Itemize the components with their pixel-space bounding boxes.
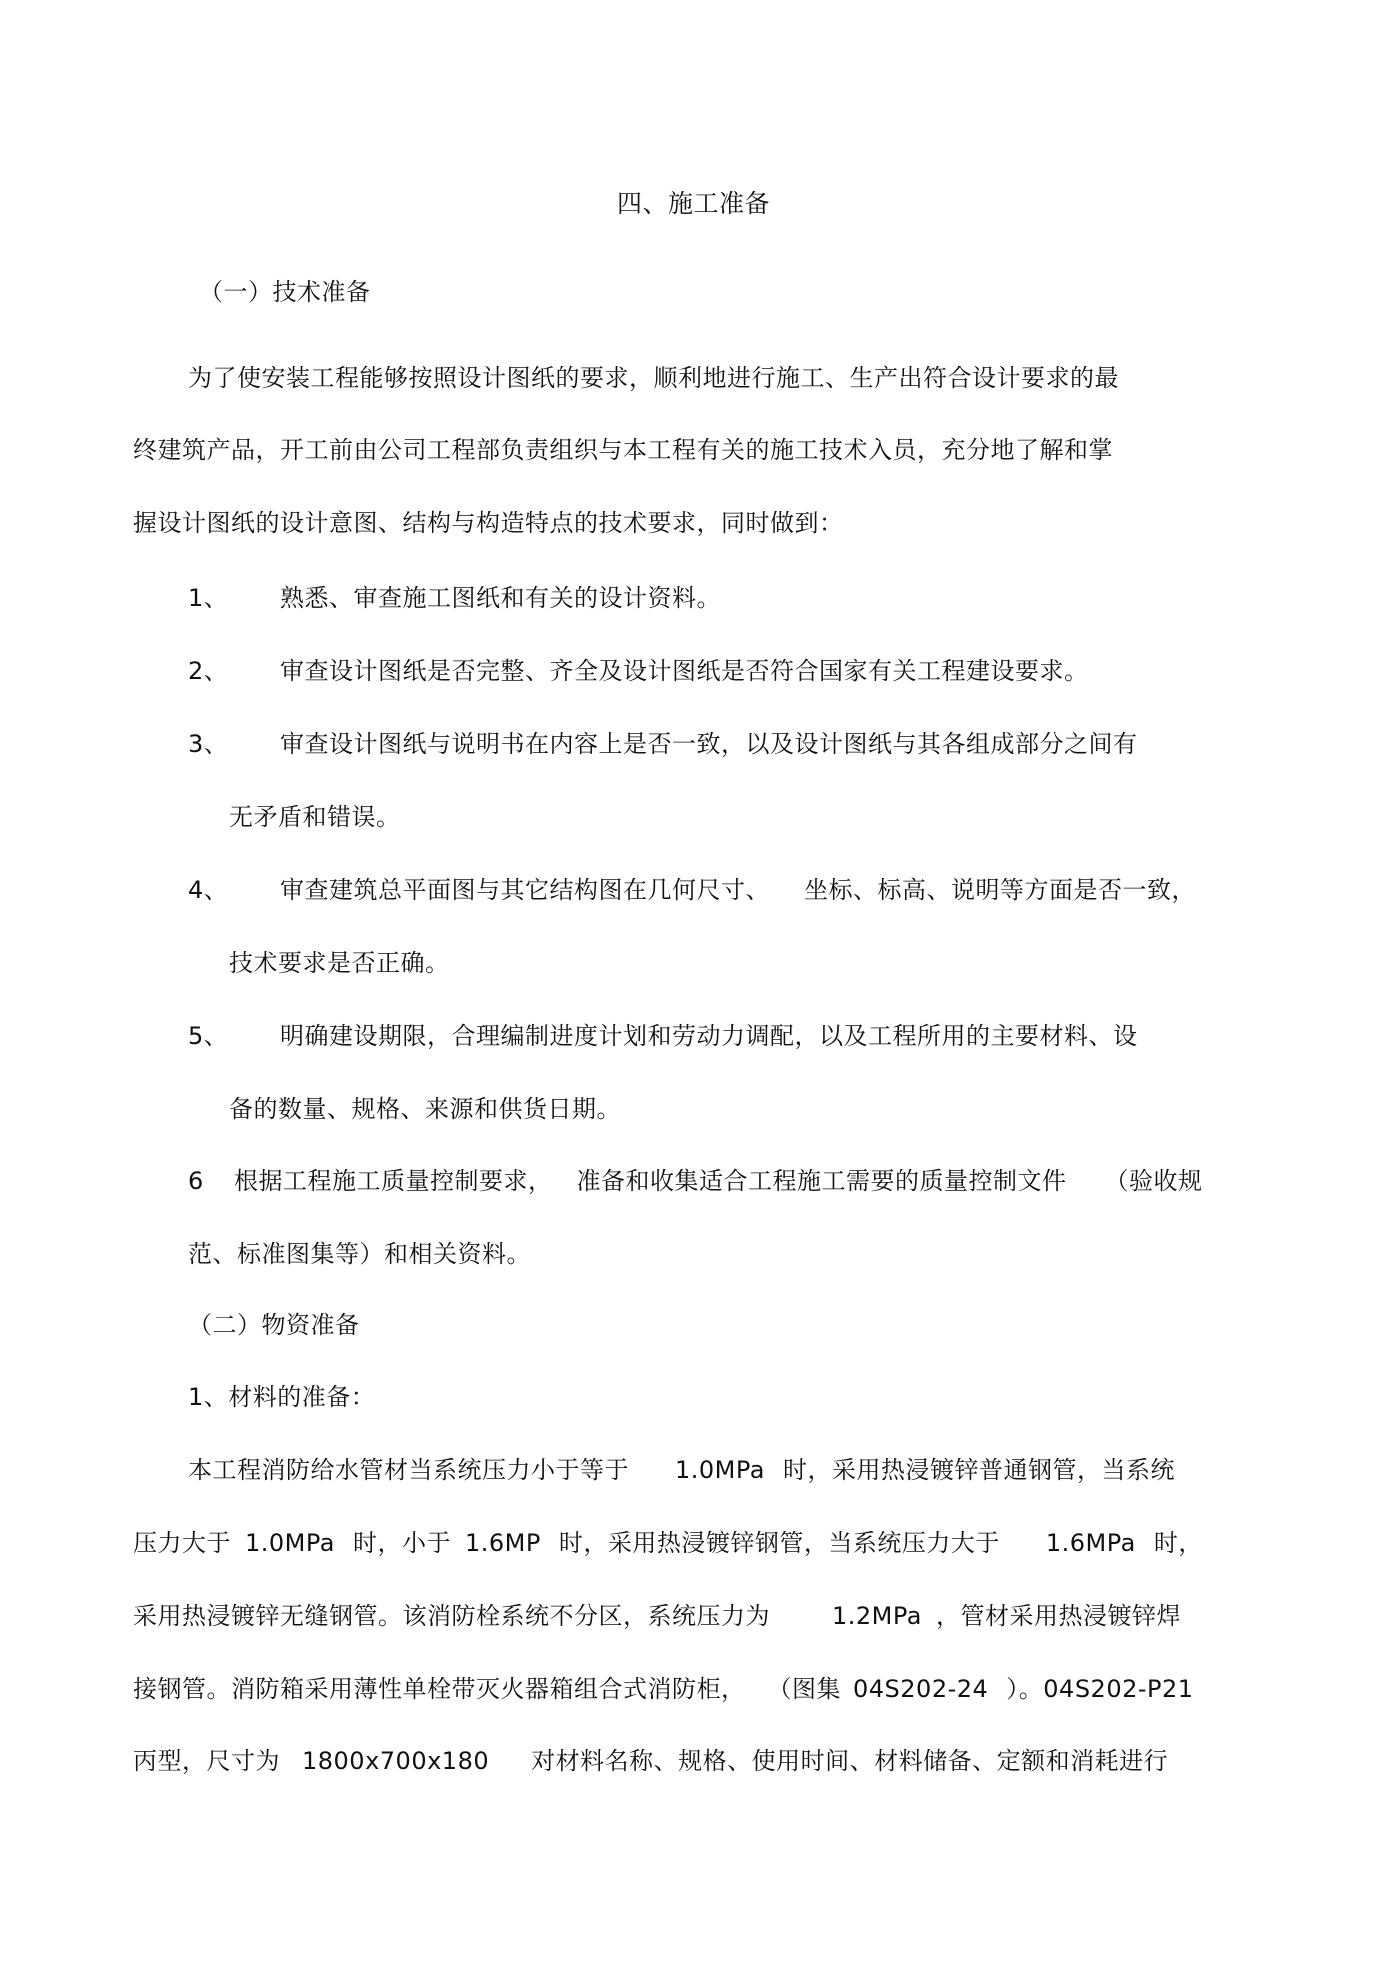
- list-item: [188, 583, 721, 613]
- materials-line-4: [133, 1674, 1194, 1704]
- materials-heading: 1、材料的准备：: [188, 1383, 376, 1411]
- materials-line-3: [133, 1601, 1181, 1631]
- list-item: [188, 1021, 1138, 1051]
- subsection-heading-technical: （一）技术准备: [199, 278, 371, 306]
- list-item-text: 熟悉、审查施工图纸和有关的设计资料。: [280, 584, 721, 612]
- list-item-number: 3、: [188, 730, 229, 758]
- list-item-text: 根据工程施工质量控制要求，: [234, 1167, 553, 1195]
- text-span: 时，: [1153, 1529, 1203, 1557]
- list-item-text: （验收规: [1104, 1167, 1203, 1195]
- list-item-continuation: 技术要求是否正确。: [229, 949, 450, 977]
- text-span: 时，采用热浸镀锌普通钢管，当系统: [782, 1456, 1175, 1484]
- list-item-text: 审查设计图纸与说明书在内容上是否一致，以及设计图纸与其各组成部分之间有: [280, 730, 1138, 758]
- text-span: 对材料名称、规格、使用时间、材料储备、定额和消耗进行: [531, 1747, 1169, 1775]
- list-item-continuation: 备的数量、规格、来源和供货日期。: [229, 1095, 621, 1123]
- list-item-text: 明确建设期限，合理编制进度计划和劳动力调配，以及工程所用的主要材料、设: [280, 1022, 1138, 1050]
- list-item-number: 5、: [188, 1022, 229, 1050]
- materials-line-5: [133, 1746, 1168, 1776]
- intro-line-3: 握设计图纸的设计意图、结构与构造特点的技术要求，同时做到：: [133, 509, 844, 537]
- materials-line-1: [188, 1455, 1175, 1485]
- subsection-heading-materials: （二）物资准备: [188, 1311, 360, 1339]
- text-span: 时，小于: [352, 1529, 451, 1557]
- list-item: [188, 656, 1089, 686]
- list-item-text: 坐标、标高、说明等方面是否一致，: [804, 876, 1196, 904]
- list-item-continuation: 范、标准图集等）和相关资料。: [188, 1240, 531, 1268]
- text-span: 1800x700x180: [302, 1747, 490, 1775]
- intro-line-1: 为了使安装工程能够按照设计图纸的要求，顺利地进行施工、生产出符合设计要求的最: [188, 364, 1119, 392]
- materials-line-2: [133, 1528, 1203, 1558]
- list-item-continuation: 无矛盾和错误。: [229, 803, 401, 831]
- text-span: 丙型，尺寸为: [133, 1747, 280, 1775]
- text-span: 1.6MP: [464, 1529, 541, 1557]
- list-item-number: 2、: [188, 657, 229, 685]
- list-item-number: 4、: [188, 876, 229, 904]
- text-span: 1.0MPa: [245, 1529, 335, 1557]
- list-item-text: 准备和收集适合工程施工需要的质量控制文件: [576, 1167, 1067, 1195]
- text-span: 采用热浸镀锌无缝钢管。该消防栓系统不分区，系统压力为: [133, 1602, 770, 1630]
- text-span: 1.0MPa: [675, 1456, 765, 1484]
- section-title: 四、施工准备: [617, 189, 771, 218]
- text-span: ，管材采用热浸镀锌焊: [935, 1602, 1181, 1630]
- text-span: 本工程消防给水管材当系统压力小于等于: [188, 1456, 629, 1484]
- list-item: [188, 729, 1138, 759]
- list-item: [188, 1166, 1203, 1196]
- text-span: 压力大于: [133, 1529, 231, 1557]
- text-span: 1.2MPa: [832, 1602, 922, 1630]
- text-span: ）。04S202-P21: [1006, 1675, 1194, 1703]
- list-item-number: 1、: [188, 584, 229, 612]
- text-span: 04S202-24: [853, 1675, 989, 1703]
- intro-line-2: 终建筑产品，开工前由公司工程部负责组织与本工程有关的施工技术入员，充分地了解和掌: [133, 436, 1113, 464]
- list-item: [188, 875, 1196, 905]
- list-item-text: 审查建筑总平面图与其它结构图在几何尺寸、: [280, 876, 770, 904]
- text-span: 时，采用热浸镀锌钢管，当系统压力大于: [558, 1529, 1000, 1557]
- text-span: 接钢管。消防箱采用薄性单栓带灭火器箱组合式消防柜，: [133, 1675, 746, 1703]
- text-span: 1.6MPa: [1045, 1529, 1136, 1557]
- text-span: （图集: [767, 1675, 841, 1703]
- list-item-number: 6: [188, 1167, 204, 1195]
- list-item-text: 审查设计图纸是否完整、齐全及设计图纸是否符合国家有关工程建设要求。: [280, 657, 1089, 685]
